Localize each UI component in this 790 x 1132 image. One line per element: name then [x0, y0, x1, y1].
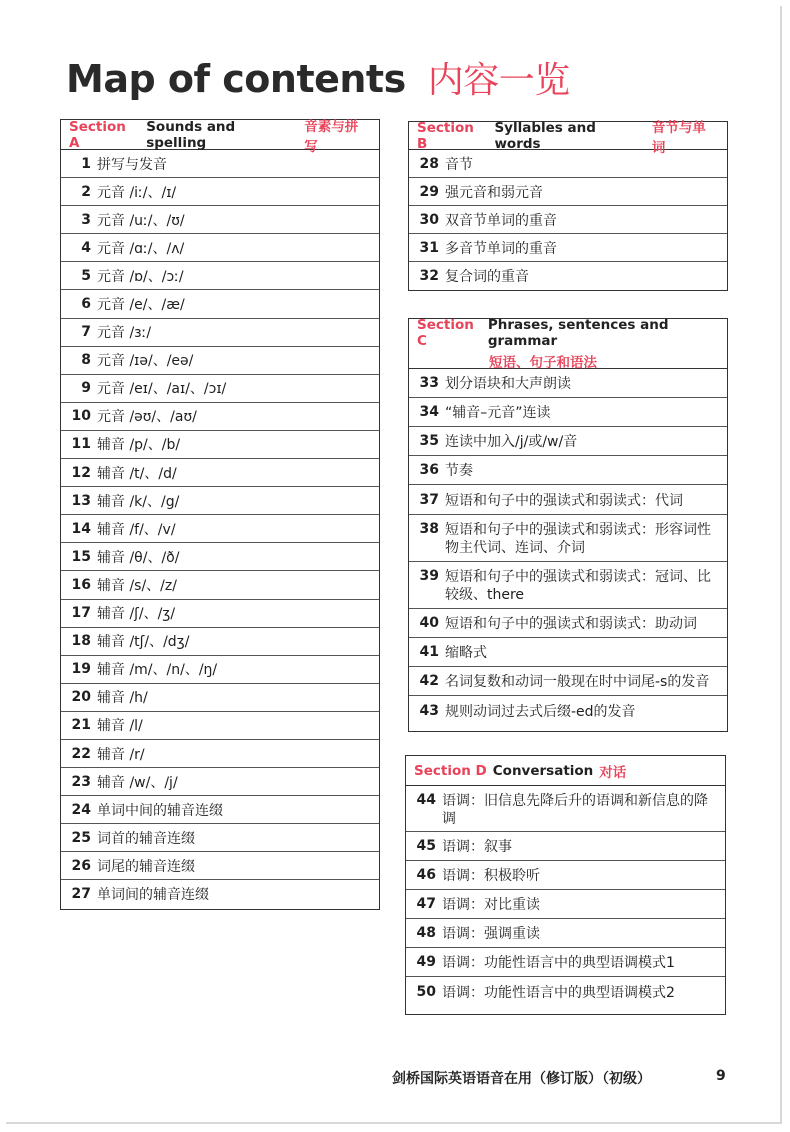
toc-number: 1	[81, 155, 91, 172]
toc-title: 单词中间的辅音连缀	[97, 802, 223, 819]
toc-row	[61, 824, 379, 852]
section-b-label: Section B	[417, 119, 474, 152]
section-d-zh: 对话	[599, 764, 627, 781]
section-c-zh: 短语、句子和语法	[489, 354, 597, 371]
toc-row	[409, 369, 727, 398]
title-chinese: 内容一览	[427, 60, 570, 101]
toc-row	[61, 319, 379, 347]
toc-title: 元音 /e/、/æ/	[97, 297, 185, 314]
toc-row	[406, 919, 725, 948]
toc-title: 辅音 /l/	[97, 718, 143, 735]
toc-title: “辅音–元音”连读	[445, 405, 551, 421]
toc-title: 辅音 /m/、/n/、/ŋ/	[97, 662, 218, 679]
toc-number: 22	[71, 745, 91, 762]
toc-row	[61, 375, 379, 403]
section-b-box	[408, 121, 728, 291]
toc-number: 3	[81, 211, 91, 228]
toc-row	[61, 571, 379, 599]
toc-row	[61, 487, 379, 515]
toc-number: 14	[71, 520, 91, 537]
toc-row	[409, 696, 727, 725]
toc-title: 元音 /ɪə/、/eə/	[97, 353, 194, 370]
toc-row	[409, 262, 727, 290]
toc-number: 26	[71, 857, 91, 874]
toc-number: 13	[71, 492, 91, 509]
toc-row	[61, 852, 379, 880]
toc-number: 35	[419, 433, 439, 449]
toc-row	[406, 890, 725, 919]
toc-title: 短语和句子中的强读式和弱读式：形容词性物主代词、连词、介词	[445, 522, 711, 556]
section-d-header	[406, 756, 725, 786]
toc-row	[409, 562, 727, 609]
toc-title: 语调：功能性语言中的典型语调模式1	[442, 955, 675, 971]
toc-row	[61, 431, 379, 459]
toc-number: 48	[416, 925, 436, 941]
toc-title: 强元音和弱元音	[445, 184, 543, 201]
toc-row	[61, 712, 379, 740]
toc-title: 语调：叙事	[442, 839, 512, 855]
toc-title: 元音 /ɒ/、/ɔː/	[97, 268, 184, 285]
toc-title: 语调：对比重读	[442, 897, 540, 913]
toc-title: 双音节单词的重音	[445, 212, 557, 229]
toc-row	[409, 485, 727, 515]
toc-number: 49	[416, 954, 436, 970]
toc-title: 辅音 /s/、/z/	[97, 577, 177, 594]
section-a-list	[61, 150, 379, 909]
toc-number: 46	[416, 867, 436, 883]
toc-title: 规则动词过去式后缀-ed的发音	[445, 703, 636, 720]
toc-title: 辅音 /ʃ/、/ʒ/	[97, 606, 176, 623]
toc-number: 25	[71, 829, 91, 846]
toc-number: 18	[71, 633, 91, 650]
toc-row	[406, 786, 725, 832]
toc-title: 短语和句子中的强读式和弱读式：代词	[445, 492, 683, 509]
toc-number: 27	[71, 886, 91, 903]
toc-row	[409, 398, 727, 427]
toc-row	[406, 861, 725, 890]
toc-row	[61, 206, 379, 234]
toc-row	[61, 543, 379, 571]
toc-row	[409, 456, 727, 485]
section-c-header	[409, 316, 727, 371]
toc-row	[409, 178, 727, 206]
page-number: 9	[716, 1068, 726, 1084]
toc-row	[409, 667, 727, 696]
toc-row	[61, 178, 379, 206]
toc-number: 15	[71, 548, 91, 565]
section-c-list	[409, 369, 727, 725]
toc-title: 缩略式	[445, 645, 487, 661]
toc-title: 元音 /eɪ/、/aɪ/、/ɔɪ/	[97, 381, 227, 398]
section-c-box	[408, 318, 728, 732]
toc-title: 短语和句子中的强读式和弱读式：冠词、比较级、there	[445, 569, 711, 603]
toc-number: 10	[71, 408, 91, 425]
toc-number: 47	[416, 896, 436, 912]
toc-number: 28	[419, 155, 439, 172]
toc-row	[61, 403, 379, 431]
toc-title: 语调：强调重读	[442, 926, 540, 942]
toc-number: 20	[71, 689, 91, 706]
toc-title: 语调：积极聆听	[442, 868, 540, 884]
toc-row	[61, 234, 379, 262]
toc-row	[61, 768, 379, 796]
toc-number: 29	[419, 183, 439, 200]
toc-row	[61, 347, 379, 375]
toc-row	[409, 206, 727, 234]
section-a-label: Section A	[69, 118, 126, 151]
toc-number: 38	[419, 521, 439, 537]
toc-number: 24	[71, 801, 91, 818]
toc-title: 辅音 /r/	[97, 746, 145, 763]
toc-title: 元音 /ɜː/	[97, 325, 152, 342]
toc-number: 12	[71, 464, 91, 481]
toc-title: 词首的辅音连缀	[97, 830, 195, 847]
toc-title: 连读中加入/j/或/w/音	[445, 434, 578, 450]
toc-row	[61, 796, 379, 824]
toc-title: 辅音 /h/	[97, 690, 148, 707]
toc-number: 17	[71, 605, 91, 622]
section-d-label: Section D	[414, 762, 487, 779]
toc-title: 音节	[445, 156, 473, 173]
toc-number: 4	[81, 239, 91, 256]
toc-title: 辅音 /p/、/b/	[97, 437, 181, 454]
toc-number: 39	[419, 568, 439, 584]
toc-number: 6	[81, 296, 91, 313]
toc-title: 短语和句子中的强读式和弱读式：助动词	[445, 616, 697, 632]
section-a-zh: 音素与拼写	[304, 118, 359, 155]
toc-title: 辅音 /f/、/v/	[97, 521, 176, 538]
toc-row	[61, 684, 379, 712]
toc-number: 34	[419, 404, 439, 420]
toc-number: 30	[419, 211, 439, 228]
toc-row	[406, 977, 725, 1006]
toc-number: 11	[71, 436, 91, 453]
toc-row	[61, 459, 379, 487]
section-b-list	[409, 150, 727, 290]
toc-number: 40	[419, 615, 439, 631]
toc-row	[409, 638, 727, 667]
toc-title: 语调：旧信息先降后升的语调和新信息的降调	[442, 793, 708, 827]
toc-title: 划分语块和大声朗读	[445, 376, 571, 392]
toc-title: 辅音 /w/、/j/	[97, 774, 178, 791]
toc-title: 元音 /iː/、/ɪ/	[97, 184, 177, 201]
section-d-box	[405, 755, 726, 1015]
toc-row	[61, 600, 379, 628]
toc-row	[61, 290, 379, 318]
toc-row	[406, 948, 725, 977]
toc-title: 复合词的重音	[445, 269, 529, 285]
toc-title: 单词间的辅音连缀	[97, 887, 209, 904]
section-d-list	[406, 786, 725, 1006]
toc-number: 42	[419, 673, 439, 689]
toc-number: 31	[419, 239, 439, 256]
toc-row	[61, 880, 379, 908]
section-a-header	[61, 118, 379, 155]
toc-row	[409, 234, 727, 262]
toc-number: 50	[416, 983, 436, 1000]
toc-row	[61, 656, 379, 684]
toc-title: 辅音 /k/、/g/	[97, 493, 180, 510]
toc-number: 37	[419, 491, 439, 508]
toc-row	[406, 832, 725, 861]
toc-row	[61, 262, 379, 290]
toc-title: 词尾的辅音连缀	[97, 858, 195, 875]
toc-title: 语调：功能性语言中的典型语调模式2	[442, 984, 675, 1001]
toc-number: 2	[81, 183, 91, 200]
toc-number: 8	[81, 352, 91, 369]
toc-title: 元音 /ɑː/、/ʌ/	[97, 240, 185, 257]
toc-title: 辅音 /tʃ/、/dʒ/	[97, 634, 190, 651]
toc-title: 节奏	[445, 463, 473, 479]
toc-title: 辅音 /t/、/d/	[97, 465, 177, 482]
toc-title: 拼写与发音	[97, 156, 167, 173]
toc-number: 33	[419, 375, 439, 391]
toc-number: 19	[71, 661, 91, 678]
toc-title: 名词复数和动词一般现在时中词尾-s的发音	[445, 674, 710, 690]
toc-number: 9	[81, 380, 91, 397]
toc-number: 21	[71, 717, 91, 734]
toc-number: 7	[81, 324, 91, 341]
toc-row	[61, 515, 379, 543]
toc-row	[409, 515, 727, 562]
section-c-label: Section C	[417, 316, 474, 349]
toc-number: 36	[419, 462, 439, 478]
toc-row	[61, 740, 379, 768]
section-a-name: Sounds and spelling	[146, 118, 236, 151]
toc-title: 多音节单词的重音	[445, 240, 557, 257]
toc-number: 5	[81, 267, 91, 284]
toc-number: 41	[419, 644, 439, 660]
toc-number: 45	[416, 838, 436, 854]
section-b-zh: 音节与单词	[651, 119, 706, 156]
toc-number: 43	[419, 702, 439, 719]
page-title	[66, 52, 570, 103]
toc-title: 元音 /uː/、/ʊ/	[97, 212, 185, 229]
toc-row	[61, 628, 379, 656]
toc-row	[409, 609, 727, 638]
section-b-header	[409, 119, 727, 156]
toc-title: 辅音 /θ/、/ð/	[97, 549, 180, 566]
toc-row	[409, 427, 727, 456]
section-b-name: Syllables and words	[494, 119, 596, 152]
section-a-box	[60, 119, 380, 910]
title-english: Map of contents	[66, 57, 406, 101]
section-d-name: Conversation	[492, 762, 594, 779]
section-c-name: Phrases, sentences and grammar	[487, 316, 669, 349]
toc-number: 44	[416, 792, 436, 808]
toc-title: 元音 /əʊ/、/aʊ/	[97, 409, 197, 426]
toc-number: 23	[71, 773, 91, 790]
toc-number: 16	[71, 576, 91, 593]
footer-book-title: 剑桥国际英语语音在用（修订版）（初级）	[392, 1071, 651, 1087]
toc-number: 32	[419, 268, 439, 284]
